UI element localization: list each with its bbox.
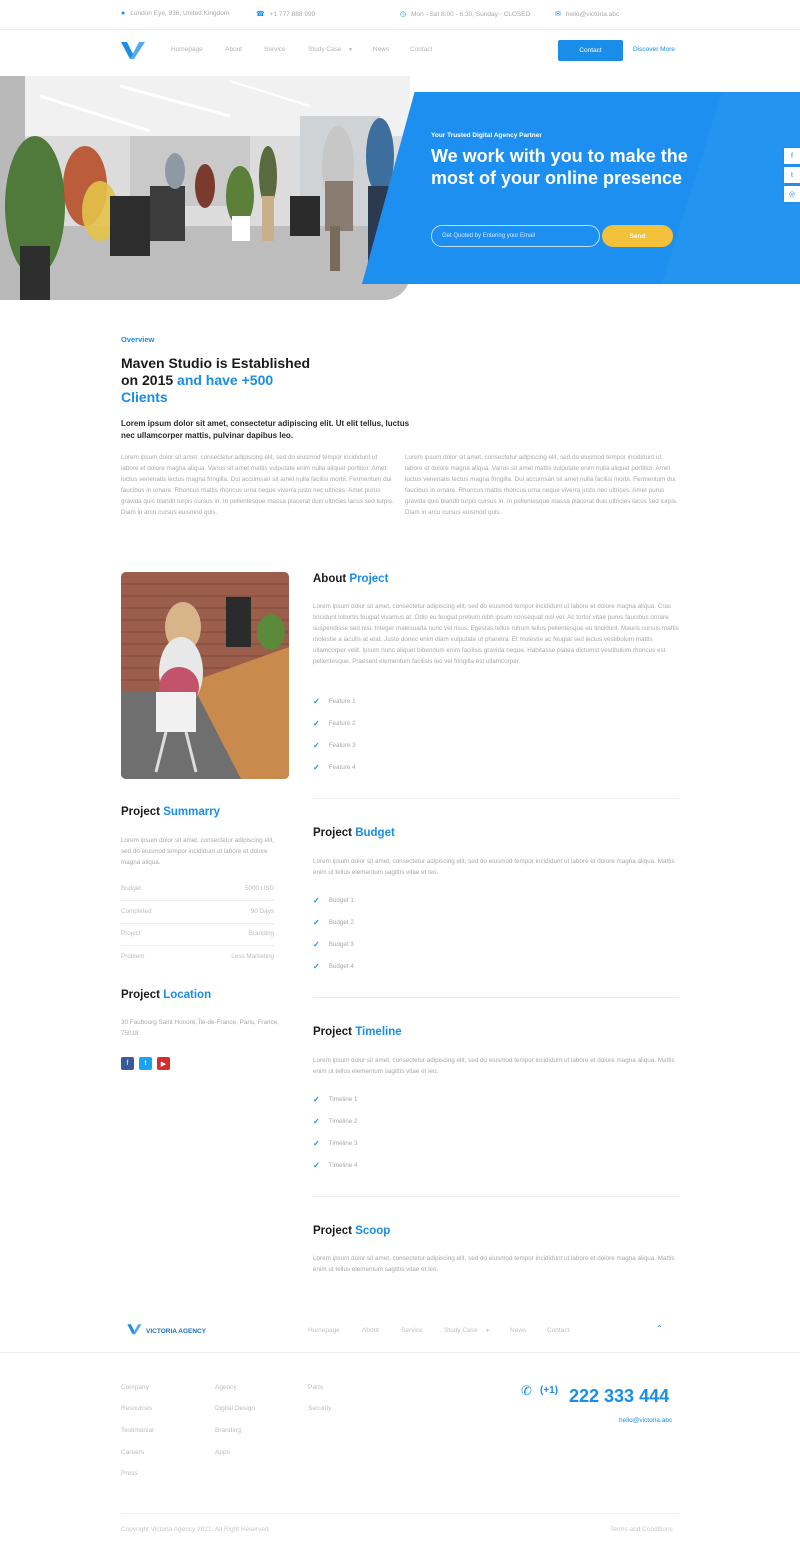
project-photo bbox=[121, 572, 289, 779]
location-title-b: Location bbox=[163, 989, 212, 1001]
topbar-address bbox=[121, 10, 229, 17]
overview-label: Overview bbox=[121, 335, 155, 344]
check-icon: ✓ bbox=[313, 741, 320, 750]
scoop-title-a: Project bbox=[313, 1225, 356, 1237]
location-address: 30 Faubourg Saint Honoré, Île-de-France, Paris, France, 75018 bbox=[121, 1019, 279, 1037]
nav-homepage[interactable]: Homepage bbox=[171, 46, 203, 53]
check-icon: ✓ bbox=[313, 962, 320, 971]
timeline-item bbox=[313, 1117, 358, 1126]
footer-phone[interactable]: 222 333 444 bbox=[569, 1386, 670, 1406]
nav-about[interactable]: About bbox=[225, 46, 242, 53]
footer-nav-about[interactable]: About bbox=[362, 1327, 379, 1334]
check-icon: ✓ bbox=[313, 763, 320, 772]
budget-label: Budget 4 bbox=[328, 963, 354, 970]
hero-title: We work with you to make the most of your online presence bbox=[431, 146, 688, 188]
nav-news[interactable]: News bbox=[373, 46, 390, 53]
footer-link[interactable]: Press bbox=[121, 1470, 138, 1477]
chevron-down-icon[interactable]: ▼ bbox=[348, 47, 353, 53]
budget-item bbox=[313, 940, 354, 949]
footer-nav-service[interactable]: Service bbox=[401, 1327, 423, 1334]
check-icon: ✓ bbox=[313, 697, 320, 706]
summary-row bbox=[121, 930, 274, 946]
budget-item bbox=[313, 896, 354, 905]
footer-link[interactable]: Careers bbox=[121, 1449, 145, 1456]
check-icon: ✓ bbox=[313, 719, 320, 728]
budget-title-b: Budget bbox=[355, 827, 395, 839]
scroll-top-icon[interactable]: ⌃ bbox=[656, 1324, 663, 1333]
footer-email[interactable]: hello@victoria.abc bbox=[619, 1417, 673, 1424]
feature-label: Feature 4 bbox=[328, 764, 356, 771]
footer-link[interactable]: Apps bbox=[215, 1449, 230, 1456]
budget-title bbox=[313, 827, 395, 839]
summary-title-b: Summarry bbox=[163, 806, 221, 818]
about-title-a: About bbox=[313, 573, 350, 585]
about-title-b: Project bbox=[349, 573, 389, 585]
chevron-down-icon[interactable]: ▼ bbox=[485, 1328, 490, 1334]
hero-tagline: Your Trusted Digital Agency Partner bbox=[431, 132, 542, 139]
footer-brand: VICTORIA AGENCY bbox=[146, 1327, 207, 1335]
summary-row-value: 90 Days bbox=[250, 908, 274, 915]
phone-icon: ✆ bbox=[521, 1383, 532, 1398]
budget-item bbox=[313, 962, 354, 971]
topbar-hours bbox=[400, 10, 530, 18]
footer-link[interactable]: Testimonial bbox=[121, 1427, 154, 1434]
scoop-text: Lorem ipsum dolor sit amet, consectetur adipiscing elit, sed do eiusmod tempor incididunt ut labore et dolore magna aliqua. Mattis enim ut tellus elementum sagittis vitae et leo. bbox=[313, 1255, 675, 1273]
summary-text: Lorem ipsum dolor sit amet, consectetur adipiscing elit, sed do eiusmod tempor incididunt ut labore et dolore magna aliqua. bbox=[121, 837, 275, 866]
topbar-hours-text: Mon - Sat 8:00 - 6:30, Sunday - CLOSED bbox=[411, 10, 531, 18]
instagram-icon[interactable]: ◎ bbox=[784, 186, 800, 202]
timeline-title bbox=[313, 1026, 402, 1038]
divider bbox=[313, 798, 679, 799]
summary-title-a: Project bbox=[121, 806, 164, 818]
footer-nav-contact[interactable]: Contact bbox=[547, 1327, 570, 1334]
check-icon: ✓ bbox=[313, 1117, 320, 1126]
summary-row-label: Budget bbox=[121, 885, 141, 892]
check-icon: ✓ bbox=[313, 896, 320, 905]
copyright-text: Copyright Victoria Agency 2021. All Right Reserved bbox=[121, 1526, 269, 1533]
topbar-email-text: hello@victoria.abc bbox=[565, 10, 620, 18]
nav-service[interactable]: Service bbox=[264, 46, 286, 53]
check-icon: ✓ bbox=[313, 1095, 320, 1104]
youtube-icon[interactable]: ▶ bbox=[157, 1057, 170, 1070]
footer-link[interactable]: Company bbox=[121, 1384, 149, 1391]
topbar-email[interactable] bbox=[555, 10, 619, 18]
send-button[interactable]: Send bbox=[602, 225, 673, 247]
footer-phone-prefix: (+1) bbox=[540, 1385, 559, 1396]
location-title-a: Project bbox=[121, 989, 164, 1001]
feature-item bbox=[313, 719, 356, 728]
footer-nav-homepage[interactable]: Homepage bbox=[308, 1327, 340, 1334]
check-icon: ✓ bbox=[313, 918, 320, 927]
map-pin-icon: ● bbox=[121, 10, 126, 17]
budget-label: Budget 3 bbox=[328, 941, 354, 948]
overview-lead: Lorem ipsum dolor sit amet, consectetur adipiscing elit. Ut elit tellus, luctus nec ullamcorper mattis, pulvinar dapibus leo. bbox=[121, 419, 410, 440]
feature-item bbox=[313, 741, 356, 750]
footer-bottom-divider bbox=[121, 1513, 679, 1514]
nav-contact[interactable]: Contact bbox=[410, 46, 433, 53]
timeline-title-b: Timeline bbox=[355, 1026, 402, 1038]
budget-label: Budget 1 bbox=[328, 897, 354, 904]
about-project-text: Lorem ipsum dolor sit amet, consectetur adipiscing elit, sed do eiusmod tempor incididunt ut labore et dolore magna aliqua. Cras tincidunt lobortis feugiat vivamus at. Odio eu feugiat pretium nibh ipsum consequat nisl vel. Ac tortor vitae purus faucibus ornare suspendisse sed nisi. Integer malesuada nunc vel risus. Egestas tellus rutrum tellus pellentesque eu tincidunt. Mauris cursus mattis molestie a iaculis at erat. Justo donec enim diam vulputate ut pharetra. Et molestie ac feugiat sed lectus vestibulum mattis ullamcorper velit. Ipsum nunc aliquet bibendum enim facilisis gravida neque. Habitasse platea dictumst vestibulum rhoncus est pellentesque. Praesent elementum facilisis leo vel fringilla est ullamcorper. bbox=[313, 603, 679, 665]
summary-row bbox=[121, 953, 274, 968]
topbar-phone[interactable] bbox=[256, 10, 315, 18]
timeline-item bbox=[313, 1161, 358, 1170]
summary-row bbox=[121, 885, 274, 901]
overview-title-main: Maven Studio is Established on 2015 bbox=[121, 355, 311, 388]
summary-row-label: Completed bbox=[121, 908, 152, 915]
email-quote-input[interactable]: Get Quoted by Entering your Email bbox=[431, 225, 600, 247]
discover-more-link[interactable]: Discover More bbox=[633, 46, 675, 53]
scoop-title bbox=[313, 1225, 390, 1237]
budget-title-a: Project bbox=[313, 827, 356, 839]
check-icon: ✓ bbox=[313, 1161, 320, 1170]
clock-icon: ◷ bbox=[400, 11, 407, 18]
overview-text-col1: Lorem ipsum dolor sit amet, consectetur adipiscing elit, sed do eiusmod tempor incididunt ut labore et dolore magna aliqua. Varius sit amet mattis vulputate enim nulla aliquet porttitor. Amet luctus venenatis lectus magna fringilla. Dui accumsan sit amet nulla facilisi morbi. Fermentum dui faucibus in ornare. Rhoncus mattis rhoncus urna neque viverra justo nec ultrices. Amet purus gravida quis blandit turpis cursus in. In pellentesque massa placerat duis ultricies lacus sed turpis. Diam in arcu cursus euismod quis. bbox=[121, 454, 394, 516]
overview-title-accent: and have +500 Clients bbox=[121, 372, 274, 405]
overview-text-col2: Lorem ipsum dolor sit amet, consectetur adipiscing elit, sed do eiusmod tempor incididunt ut labore et dolore magna aliqua. Varius sit amet mattis vulputate enim nulla aliquet porttitor. Amet luctus venenatis lectus magna fringilla. Dui accumsan sit amet nulla facilisi morbi. Fermentum dui faucibus in ornare. Rhoncus mattis rhoncus urna neque viverra justo nec ultrices. Amet purus gravida quis blandit turpis cursus in. In pellentesque massa placerat duis ultricies lacus sed turpis. Diam in arcu cursus euismod quis. bbox=[405, 454, 678, 516]
check-icon: ✓ bbox=[313, 1139, 320, 1148]
footer-nav-study-case[interactable]: Study Case bbox=[444, 1327, 478, 1334]
twitter-icon[interactable]: t bbox=[139, 1057, 152, 1070]
logo-icon[interactable] bbox=[121, 40, 145, 60]
summary-row-value: Branding bbox=[248, 930, 274, 937]
timeline-label: Timeline 3 bbox=[328, 1140, 358, 1147]
footer-link[interactable]: Resources bbox=[121, 1405, 153, 1412]
budget-label: Budget 2 bbox=[328, 919, 354, 926]
feature-item bbox=[313, 763, 356, 772]
terms-link[interactable]: Terms and Conditions bbox=[610, 1526, 673, 1533]
feature-label: Feature 1 bbox=[328, 698, 356, 705]
scoop-title-b: Scoop bbox=[355, 1225, 391, 1237]
facebook-icon[interactable]: f bbox=[121, 1057, 134, 1070]
summary-row-label: Project bbox=[121, 930, 141, 937]
feature-label: Feature 2 bbox=[328, 720, 356, 727]
footer-nav-news[interactable]: News bbox=[510, 1327, 527, 1334]
twitter-icon[interactable]: t bbox=[784, 167, 800, 183]
timeline-text: Lorem ipsum dolor sit amet, consectetur adipiscing elit, sed do eiusmod tempor incididunt ut labore et dolore magna aliqua. Mattis enim ut tellus elementum sagittis vitae et leo. bbox=[313, 1057, 675, 1075]
summary-row-value: 5000 USD bbox=[244, 885, 274, 892]
hero-office-photo bbox=[0, 76, 410, 300]
nav-study-case[interactable]: Study Case bbox=[308, 46, 342, 53]
location-title bbox=[121, 989, 211, 1001]
footer-divider bbox=[0, 1352, 800, 1353]
timeline-item bbox=[313, 1139, 358, 1148]
phone-icon: ☎ bbox=[256, 11, 265, 18]
footer-link[interactable]: Digital Design bbox=[215, 1405, 256, 1412]
about-project-title bbox=[313, 573, 388, 585]
budget-item bbox=[313, 918, 354, 927]
footer-link[interactable]: Security bbox=[308, 1405, 332, 1412]
contact-button[interactable]: Contact bbox=[558, 40, 623, 61]
timeline-label: Timeline 4 bbox=[328, 1162, 358, 1169]
topbar-phone-text: +1 777 888 999 bbox=[269, 10, 316, 18]
footer-link[interactable]: Agency bbox=[215, 1384, 237, 1391]
summary-title bbox=[121, 806, 220, 818]
overview-title bbox=[121, 355, 311, 406]
summary-row bbox=[121, 908, 274, 924]
divider bbox=[313, 1196, 679, 1197]
footer-logo[interactable] bbox=[127, 1322, 206, 1340]
feature-label: Feature 3 bbox=[328, 742, 356, 749]
footer-link[interactable]: Parts bbox=[308, 1384, 324, 1391]
summary-row-value: Less Marketing bbox=[231, 953, 274, 960]
budget-text: Lorem ipsum dolor sit amet, consectetur adipiscing elit, sed do eiusmod tempor incididunt ut labore et dolore magna aliqua. Mattis enim ut tellus elementum sagittis vitae et leo. bbox=[313, 858, 675, 876]
facebook-icon[interactable]: f bbox=[784, 148, 800, 164]
footer-link[interactable]: Branding bbox=[215, 1427, 242, 1434]
footer-logo-icon bbox=[127, 1322, 142, 1340]
mail-icon: ✉ bbox=[555, 11, 561, 18]
topbar-address-text: London Eye, 936, United Kingdom bbox=[130, 10, 230, 17]
timeline-label: Timeline 2 bbox=[328, 1118, 358, 1125]
divider bbox=[313, 997, 679, 998]
feature-item bbox=[313, 697, 356, 706]
timeline-label: Timeline 1 bbox=[328, 1096, 358, 1103]
timeline-item bbox=[313, 1095, 358, 1104]
summary-row-label: Problem bbox=[121, 953, 145, 960]
check-icon: ✓ bbox=[313, 940, 320, 949]
timeline-title-a: Project bbox=[313, 1026, 356, 1038]
